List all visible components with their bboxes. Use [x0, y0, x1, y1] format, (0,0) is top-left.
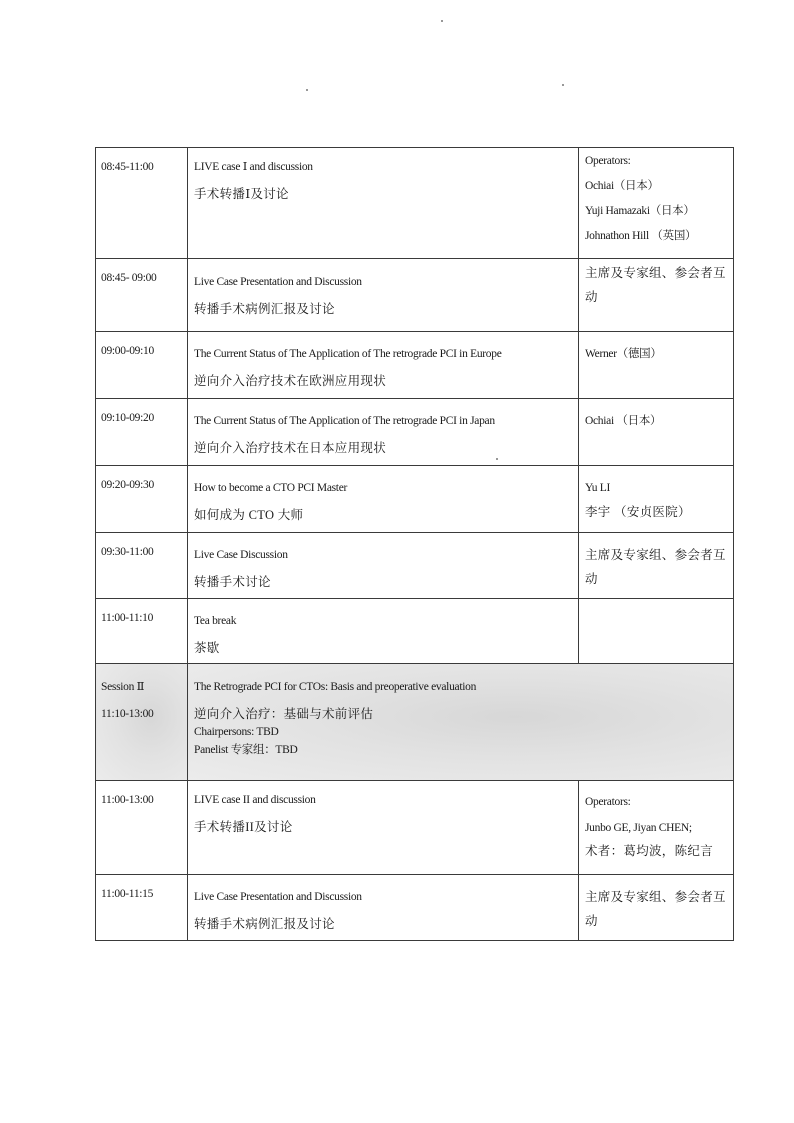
session-row — [96, 664, 734, 781]
table-row — [96, 148, 734, 259]
time-cell — [96, 533, 188, 599]
time-text: 09:20-09:30 — [101, 479, 154, 491]
speaker-line: 动 — [585, 914, 598, 928]
table-row — [96, 332, 734, 399]
time-cell — [96, 466, 188, 533]
topic-cn: 逆向介入治疗技术在日本应用现状 — [194, 441, 387, 455]
speaker-line: Yu LI — [585, 482, 611, 494]
time-cell — [96, 875, 188, 941]
session-info-cell — [188, 664, 734, 781]
topic-cn: 转播手术病例汇报及讨论 — [194, 917, 335, 931]
speaker-line: Junbo GE, Jiyan CHEN; — [585, 822, 692, 834]
speaker-cell — [579, 399, 734, 466]
session-panelist: Panelist 专家组：TBD — [194, 744, 298, 756]
speaker-line: 主席及专家组、参会者互 — [585, 266, 726, 280]
topic-cell — [188, 875, 579, 941]
speaker-cell — [579, 875, 734, 941]
topic-en: Live Case Presentation and Discussion — [194, 891, 362, 903]
time-text: 08:45- 09:00 — [101, 272, 157, 284]
time-cell — [96, 599, 188, 664]
speaker-line: Operators: — [585, 796, 631, 808]
time-cell — [96, 781, 188, 875]
topic-cell — [188, 259, 579, 332]
time-text: 08:45-11:00 — [101, 161, 154, 173]
speaker-cell — [579, 781, 734, 875]
topic-cell — [188, 781, 579, 875]
time-text: 09:10-09:20 — [101, 412, 154, 424]
topic-en: LIVE case Ⅰ and discussion — [194, 161, 313, 173]
time-text: 11:00-11:15 — [101, 888, 154, 900]
speaker-line: Ochiai （日本） — [585, 415, 662, 427]
topic-cn: 茶歇 — [194, 641, 220, 655]
speaker-line: Operators: — [585, 155, 631, 167]
time-text: 09:30-11:00 — [101, 546, 154, 558]
topic-cell — [188, 533, 579, 599]
agenda-table — [95, 147, 734, 941]
topic-cn: 转播手术病例汇报及讨论 — [194, 302, 335, 316]
topic-cn: 手术转播Ⅰ及讨论 — [194, 187, 289, 201]
time-text: 09:00-09:10 — [101, 345, 154, 357]
session-title-en: The Retrograde PCI for CTOs: Basis and preoperative evaluation — [194, 681, 477, 693]
topic-en: How to become a CTO PCI Master — [194, 482, 348, 494]
table-row — [96, 781, 734, 875]
time-text: 11:00-13:00 — [101, 794, 154, 806]
table-row — [96, 466, 734, 533]
speaker-line: 李宇 （安贞医院） — [585, 505, 691, 519]
speaker-line: Yuji Hamazaki（日本） — [585, 205, 695, 217]
time-cell — [96, 259, 188, 332]
speaker-line: 术者：葛均波，陈纪言 — [585, 844, 714, 858]
session-label: Session Ⅱ — [101, 681, 145, 693]
time-cell — [96, 148, 188, 259]
topic-en: The Current Status of The Application of The retrograde PCI in Japan — [194, 415, 495, 427]
table-row — [96, 875, 734, 941]
session-time: 11:10-13:00 — [101, 708, 154, 720]
speaker-line: 主席及专家组、参会者互 — [585, 548, 726, 562]
speaker-cell — [579, 259, 734, 332]
topic-cell — [188, 599, 579, 664]
speaker-cell — [579, 599, 734, 664]
speaker-line: Johnathon Hill （英国） — [585, 230, 697, 242]
topic-en: Live Case Discussion — [194, 549, 288, 561]
speaker-cell — [579, 533, 734, 599]
speaker-line: 动 — [585, 290, 598, 304]
time-text: 11:00-11:10 — [101, 612, 154, 624]
speaker-cell — [579, 466, 734, 533]
topic-cell — [188, 332, 579, 399]
speaker-line: Werner（德国） — [585, 348, 662, 360]
table-row — [96, 399, 734, 466]
speaker-line: Ochiai（日本） — [585, 180, 659, 192]
topic-cn: 手术转播II及讨论 — [194, 820, 293, 834]
topic-en: The Current Status of The Application of The retrograde PCI in Europe — [194, 348, 502, 360]
topic-cn: 如何成为 CTO 大师 — [194, 508, 304, 522]
topic-cn: 转播手术讨论 — [194, 575, 271, 589]
speaker-line: 动 — [585, 572, 598, 586]
topic-en: LIVE case II and discussion — [194, 794, 316, 806]
scan-speck — [306, 89, 308, 91]
scan-speck — [441, 20, 443, 22]
topic-en: Tea break — [194, 615, 237, 627]
table-row — [96, 259, 734, 332]
time-cell — [96, 332, 188, 399]
session-time-cell — [96, 664, 188, 781]
session-chairpersons: Chairpersons: TBD — [194, 726, 279, 738]
topic-en: Live Case Presentation and Discussion — [194, 276, 362, 288]
topic-cell — [188, 466, 579, 533]
speaker-line: 主席及专家组、参会者互 — [585, 890, 726, 904]
scan-speck — [562, 84, 564, 86]
speaker-cell — [579, 332, 734, 399]
table-row — [96, 599, 734, 664]
topic-cell — [188, 148, 579, 259]
session-title-cn: 逆向介入治疗：基础与术前评估 — [194, 707, 374, 721]
speaker-cell — [579, 148, 734, 259]
topic-cn: 逆向介入治疗技术在欧洲应用现状 — [194, 374, 387, 388]
table-row — [96, 533, 734, 599]
time-cell — [96, 399, 188, 466]
topic-cell — [188, 399, 579, 466]
